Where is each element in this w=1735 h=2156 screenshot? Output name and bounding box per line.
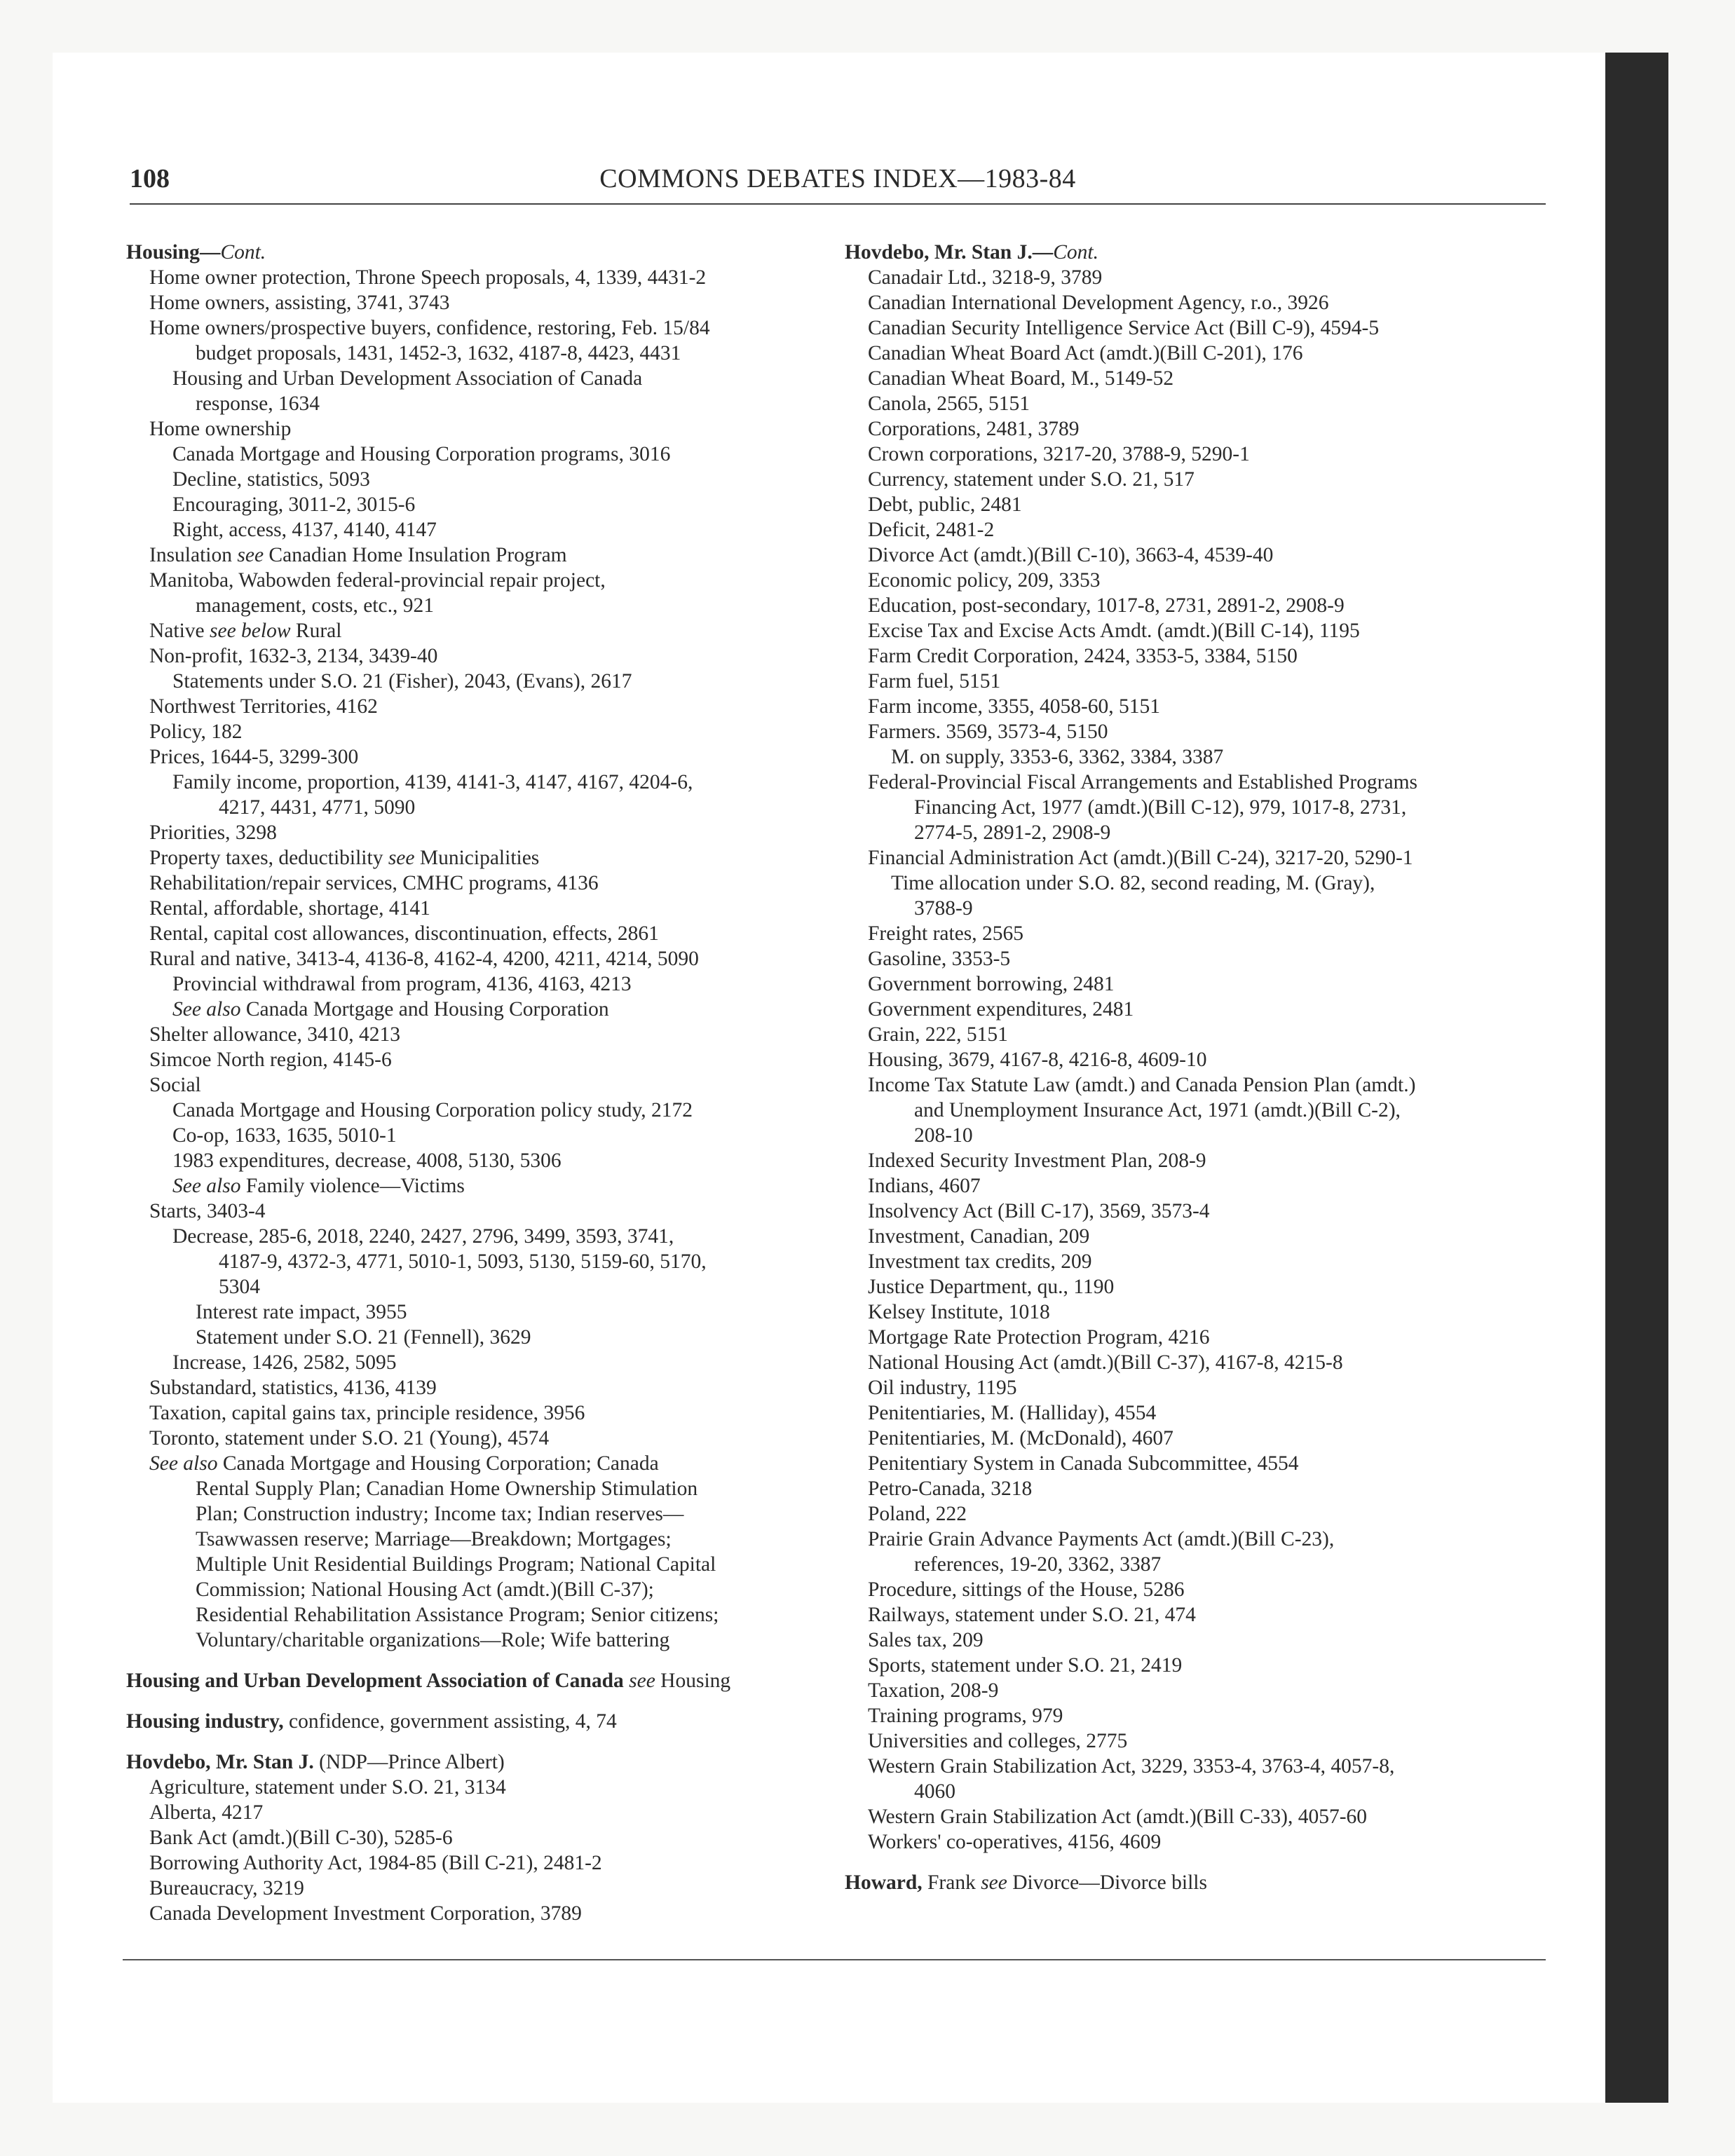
index-subentry-line [126,467,827,492]
entry-text: 2774-5, 2891-2, 2908-9 [914,821,1111,844]
index-subentry-line [845,1047,1553,1072]
page-header [130,163,1546,205]
index-subentry-line [126,845,827,871]
index-subentry-line [126,971,827,997]
index-subentry-line [126,1476,827,1501]
entry-text: 5304 [219,1276,260,1298]
index-subentry-line [845,971,1553,997]
entry-text: Substandard, statistics, 4136, 4139 [149,1377,437,1399]
continued-dash: — [199,241,221,264]
entry-text: Decrease, 285-6, 2018, 2240, 2427, 2796, 3499, 3593, 3741, [172,1225,674,1248]
entry-text: Justice Department, qu., 1190 [868,1276,1115,1298]
entry-text: Taxation, capital gains tax, principle residence, 3956 [149,1402,585,1424]
index-subentry-line [126,517,827,543]
entry-text: Rental, affordable, shortage, 4141 [149,897,430,920]
entry-text: Non-profit, 1632-3, 2134, 3439-40 [149,645,438,667]
index-subentry-line [126,744,827,770]
index-subentry-line [845,744,1553,770]
entry-text: Manitoba, Wabowden federal-provincial repair project, [149,569,606,592]
entry-text: Plan; Construction industry; Income tax; Indian reserves— [196,1503,684,1525]
index-subentry-line [845,1728,1553,1754]
index-subentry-line [126,568,827,593]
entry-text: Farmers. 3569, 3573-4, 5150 [868,721,1108,743]
entry-text: 3788-9 [914,897,973,920]
entry-text: Encouraging, 3011-2, 3015-6 [172,493,416,516]
index-subentry-line [126,1047,827,1072]
entry-text: Property taxes, deductibility [149,847,388,869]
entry-text: Right, access, 4137, 4140, 4147 [172,519,437,541]
entry-spacer [126,1653,827,1668]
entry-text: Income Tax Statute Law (amdt.) and Canada Pension Plan (amdt.) [868,1074,1416,1096]
index-subentry-line [845,1224,1553,1249]
entry-text: Training programs, 979 [868,1705,1063,1727]
index-subentry-line [126,315,827,341]
entry-text: Home owners, assisting, 3741, 3743 [149,292,450,314]
index-subentry-line [126,1901,827,1926]
index-subentry-line [845,1173,1553,1199]
entry-text: Farm Credit Corporation, 2424, 3353-5, 3384, 5150 [868,645,1298,667]
index-subentry-line [845,1577,1553,1602]
entry-text: Housing, 3679, 4167-8, 4216-8, 4609-10 [868,1049,1207,1071]
index-subentry-line [126,896,827,921]
index-subentry-line [126,1850,827,1876]
index-subentry-line [126,946,827,971]
entry-text: (NDP—Prince Albert) [313,1751,505,1773]
index-subentry-line [126,1123,827,1148]
index-subentry-line [845,1552,1553,1577]
entry-text: Shelter allowance, 3410, 4213 [149,1023,401,1046]
index-subentry-line [845,492,1553,517]
index-subentry-line [845,290,1553,315]
entry-text: Petro-Canada, 3218 [868,1478,1033,1500]
entry-text: Federal-Provincial Fiscal Arrangements and Established Programs [868,771,1418,793]
index-subentry-line [845,568,1553,593]
index-subentry-line [845,1426,1553,1451]
index-subentry-line [126,1224,827,1249]
headword: Hovdebo, Mr. Stan J. [845,241,1033,264]
index-subentry-line [126,492,827,517]
index-subentry-line [126,1022,827,1047]
index-subentry-line [845,1375,1553,1400]
entry-text: Home ownership [149,418,292,440]
entry-text: Bank Act (amdt.)(Bill C-30), 5285-6 [149,1827,453,1849]
entry-text: Oil industry, 1195 [868,1377,1017,1399]
index-subentry-line [845,1804,1553,1829]
cross-reference-marker: See also [172,998,241,1021]
index-subentry-line [845,1779,1553,1804]
index-subentry-line [845,618,1553,643]
index-subentry-line [845,265,1553,290]
entry-text: Mortgage Rate Protection Program, 4216 [868,1326,1210,1349]
index-subentry-line [845,315,1553,341]
entry-text: Financial Administration Act (amdt.)(Bill C-24), 3217-20, 5290-1 [868,847,1413,869]
entry-text: Statement under S.O. 21 (Fennell), 3629 [196,1326,531,1349]
entry-text: Insolvency Act (Bill C-17), 3569, 3573-4 [868,1200,1210,1222]
entry-text: Education, post-secondary, 1017-8, 2731, 2891-2, 2908-9 [868,594,1345,617]
index-subentry-line [845,770,1553,795]
index-subentry-line [845,1123,1553,1148]
entry-text: Freight rates, 2565 [868,922,1024,945]
index-subentry-line [845,1476,1553,1501]
entry-text: Penitentiaries, M. (Halliday), 4554 [868,1402,1157,1424]
entry-text: Farm income, 3355, 4058-60, 5151 [868,695,1161,718]
index-subentry-line [126,719,827,744]
index-subentry-line [126,997,827,1022]
entry-text: Railways, statement under S.O. 21, 474 [868,1604,1196,1626]
entry-text: Canola, 2565, 5151 [868,393,1030,415]
entry-text: Taxation, 208-9 [868,1679,999,1702]
entry-text: Voluntary/charitable organizations—Role; Wife battering [196,1629,670,1651]
entry-spacer [126,1734,827,1749]
index-subentry-line [126,265,827,290]
index-subentry-line [845,593,1553,618]
entry-text: Policy, 182 [149,721,243,743]
entry-text: Canadian Security Intelligence Service Act (Bill C-9), 4594-5 [868,317,1380,339]
index-subentry-line [126,543,827,568]
entry-text: Currency, statement under S.O. 21, 517 [868,468,1195,491]
entry-text: Tsawwassen reserve; Marriage—Breakdown; Mortgages; [196,1528,672,1550]
entry-text: 4187-9, 4372-3, 4771, 5010-1, 5093, 5130, 5159-60, 5170, [219,1250,707,1273]
index-subentry-line [845,795,1553,820]
index-subentry-line [126,1098,827,1123]
entry-text: response, 1634 [196,393,320,415]
entry-text: references, 19-20, 3362, 3387 [914,1553,1162,1576]
entry-text: Frank [922,1871,981,1894]
entry-text: Corporations, 2481, 3789 [868,418,1080,440]
entry-text: Social [149,1074,201,1096]
entry-text: Rental, capital cost allowances, discontinuation, effects, 2861 [149,922,659,945]
entry-text: Western Grain Stabilization Act, 3229, 3353-4, 3763-4, 4057-8, [868,1755,1395,1778]
scanner-edge-strip [1605,53,1668,2103]
entry-text: Universities and colleges, 2775 [868,1730,1128,1752]
index-subentry-line [126,1173,827,1199]
index-subentry-line [126,1501,827,1527]
entry-text: Municipalities [414,847,540,869]
entry-text: Canada Mortgage and Housing Corporation [240,998,609,1021]
entry-text: Canadian Wheat Board Act (amdt.)(Bill C-201), 176 [868,342,1303,364]
entry-spacer [845,1855,1553,1870]
index-subentry-line [845,997,1553,1022]
index-subentry-line [845,1400,1553,1426]
index-subentry-line [845,896,1553,921]
entry-text: Toronto, statement under S.O. 21 (Young), 4574 [149,1427,550,1449]
headword: Housing industry, [126,1710,284,1733]
entry-text: Canadian Wheat Board, M., 5149-52 [868,367,1174,390]
index-subentry-line [845,366,1553,391]
index-subentry-line [845,1148,1553,1173]
entry-text: Commission; National Housing Act (amdt.)(Bill C-37); [196,1578,654,1601]
running-title: COMMONS DEBATES INDEX—1983-84 [599,164,1076,193]
index-subentry-line [126,1775,827,1800]
entry-text: Investment tax credits, 209 [868,1250,1092,1273]
index-subentry-line [126,921,827,946]
entry-text: Statements under S.O. 21 (Fisher), 2043, (Evans), 2617 [172,670,632,692]
index-subentry-line [126,1375,827,1400]
entry-text: management, costs, etc., 921 [196,594,434,617]
entry-text: 1983 expenditures, decrease, 4008, 5130, 5306 [172,1149,562,1172]
index-subentry-line [126,341,827,366]
entry-text: Divorce Act (amdt.)(Bill C-10), 3663-4, 4539-40 [868,544,1274,566]
cross-reference-marker: see [981,1871,1007,1894]
index-subentry-line [126,643,827,669]
entry-text: Canada Development Investment Corporation, 3789 [149,1902,582,1925]
index-subentry-line [845,517,1553,543]
entry-text: Government borrowing, 2481 [868,973,1115,995]
entry-text: Indians, 4607 [868,1175,981,1197]
index-subentry-line [126,1148,827,1173]
index-subentry-line [126,366,827,391]
entry-text: 4060 [914,1780,955,1803]
entry-text: Rental Supply Plan; Canadian Home Ownership Stimulation [196,1478,698,1500]
entry-text: Workers' co-operatives, 4156, 4609 [868,1831,1162,1853]
index-subentry-line [126,795,827,820]
index-headword-line [126,1709,827,1734]
index-subentry-line [845,1527,1553,1552]
entry-text: Canadair Ltd., 3218-9, 3789 [868,266,1103,289]
index-column-right [845,240,1553,1895]
entry-text: 4217, 4431, 4771, 5090 [219,796,416,819]
index-subentry-line [126,290,827,315]
index-subentry-line [126,694,827,719]
index-subentry-line [845,694,1553,719]
footer-rule [123,1959,1546,1960]
entry-text: Canadian Home Insulation Program [264,544,567,566]
headword: Howard, [845,1871,923,1894]
cross-reference-marker: see [388,847,415,869]
entry-text: Gasoline, 3353-5 [868,948,1011,970]
entry-text: Housing and Urban Development Association of Canada [172,367,643,390]
entry-text: Canada Mortgage and Housing Corporation; Canada [217,1452,659,1475]
index-subentry-line [126,1400,827,1426]
entry-text: Sports, statement under S.O. 21, 2419 [868,1654,1183,1677]
entry-text: Rehabilitation/repair services, CMHC programs, 4136 [149,872,599,894]
entry-text: budget proposals, 1431, 1452-3, 1632, 4187-8, 4423, 4431 [196,342,681,364]
index-subentry-line [845,1325,1553,1350]
index-subentry-line [126,1249,827,1274]
entry-text: Northwest Territories, 4162 [149,695,378,718]
entry-text: Time allocation under S.O. 82, second reading, M. (Gray), [891,872,1375,894]
entry-text: Residential Rehabilitation Assistance Program; Senior citizens; [196,1604,719,1626]
index-subentry-line [845,1653,1553,1678]
index-subentry-line [126,1628,827,1653]
index-subentry-line [845,921,1553,946]
entry-text: Agriculture, statement under S.O. 21, 3134 [149,1776,506,1799]
index-subentry-line [845,1678,1553,1703]
page-number: 108 [130,164,170,193]
index-subentry-line [845,442,1553,467]
index-subentry-line [845,845,1553,871]
entry-text: Bureaucracy, 3219 [149,1877,304,1899]
entry-text: Native [149,620,210,642]
entry-text: Insulation [149,544,238,566]
index-subentry-line [126,820,827,845]
entry-text: Rural [290,620,342,642]
entry-text: Excise Tax and Excise Acts Amdt. (amdt.)(Bill C-14), 1195 [868,620,1360,642]
entry-text: Western Grain Stabilization Act (amdt.)(Bill C-33), 4057-60 [868,1806,1368,1828]
index-subentry-line [126,391,827,416]
index-subentry-line [126,1426,827,1451]
entry-text: confidence, government assisting, 4, 74 [283,1710,617,1733]
entry-text: Penitentiary System in Canada Subcommittee, 4554 [868,1452,1299,1475]
index-subentry-line [845,1274,1553,1299]
index-subentry-line [126,593,827,618]
entry-text: Priorities, 3298 [149,821,277,844]
index-subentry-line [845,1098,1553,1123]
index-subentry-line [126,1527,827,1552]
entry-text: Government expenditures, 2481 [868,998,1134,1021]
index-headword-line [126,240,827,265]
index-subentry-line [126,1199,827,1224]
entry-text: Grain, 222, 5151 [868,1023,1008,1046]
entry-text: Penitentiaries, M. (McDonald), 4607 [868,1427,1173,1449]
entry-text: Farm fuel, 5151 [868,670,1001,692]
entry-text: Investment, Canadian, 209 [868,1225,1090,1248]
headword: Housing [126,241,200,264]
index-subentry-line [126,1602,827,1628]
entry-text: Housing [655,1670,731,1692]
entry-text: Debt, public, 2481 [868,493,1022,516]
entry-text: Family income, proportion, 4139, 4141-3, 4147, 4167, 4204-6, [172,771,693,793]
index-subentry-line [126,770,827,795]
cross-reference-marker: See also [149,1452,218,1475]
index-subentry-line [845,1602,1553,1628]
index-subentry-line [845,1501,1553,1527]
entry-text: Home owner protection, Throne Speech proposals, 4, 1339, 4431-2 [149,266,707,289]
index-headword-line [845,240,1553,265]
entry-text: Financing Act, 1977 (amdt.)(Bill C-12), 979, 1017-8, 2731, [914,796,1407,819]
cross-reference-marker: see [237,544,264,566]
headword: Hovdebo, Mr. Stan J. [126,1751,314,1773]
index-subentry-line [845,669,1553,694]
continued-label: Cont. [1053,241,1098,264]
cross-reference-marker: see [629,1670,655,1692]
index-subentry-line [845,1350,1553,1375]
index-subentry-line [845,820,1553,845]
index-subentry-line [126,442,827,467]
index-subentry-line [845,1072,1553,1098]
index-column-left [126,240,827,1926]
index-subentry-line [126,1800,827,1825]
entry-text: Increase, 1426, 2582, 5095 [172,1351,397,1374]
entry-text: Home owners/prospective buyers, confidence, restoring, Feb. 15/84 [149,317,710,339]
entry-spacer [126,1693,827,1709]
index-headword-line [845,1870,1553,1895]
entry-text: Procedure, sittings of the House, 5286 [868,1578,1185,1601]
index-subentry-line [845,416,1553,442]
entry-text: Prairie Grain Advance Payments Act (amdt.)(Bill C-23), [868,1528,1335,1550]
continued-label: Cont. [220,241,266,264]
headword: Housing and Urban Development Association of Canada [126,1670,624,1692]
entry-text: Decline, statistics, 5093 [172,468,370,491]
index-headword-line [126,1749,827,1775]
entry-text: M. on supply, 3353-6, 3362, 3384, 3387 [891,746,1224,768]
header-rule [130,203,1546,205]
entry-text: Canada Mortgage and Housing Corporation programs, 3016 [172,443,671,465]
continued-dash: — [1032,241,1054,264]
index-subentry-line [126,1325,827,1350]
index-subentry-line [845,543,1553,568]
entry-text: Family violence—Victims [240,1175,465,1197]
entry-text: Alberta, 4217 [149,1801,264,1824]
entry-text: Interest rate impact, 3955 [196,1301,407,1323]
entry-text: Kelsey Institute, 1018 [868,1301,1050,1323]
index-subentry-line [126,1072,827,1098]
entry-text: 208-10 [914,1124,973,1147]
index-subentry-line [126,618,827,643]
index-subentry-line [126,669,827,694]
index-subentry-line [845,1451,1553,1476]
index-subentry-line [126,1552,827,1577]
index-subentry-line [845,1829,1553,1855]
index-subentry-line [845,341,1553,366]
entry-text: Simcoe North region, 4145-6 [149,1049,392,1071]
index-subentry-line [126,1825,827,1850]
index-subentry-line [845,1299,1553,1325]
index-subentry-line [845,719,1553,744]
entry-text: Starts, 3403-4 [149,1200,266,1222]
index-subentry-line [845,643,1553,669]
entry-text: Prices, 1644-5, 3299-300 [149,746,359,768]
index-subentry-line [126,1274,827,1299]
index-subentry-line [126,871,827,896]
index-subentry-line [126,1350,827,1375]
index-subentry-line [126,1299,827,1325]
entry-text: and Unemployment Insurance Act, 1971 (amdt.)(Bill C-2), [914,1099,1401,1121]
index-subentry-line [845,467,1553,492]
index-headword-line [126,1668,827,1693]
entry-text: Canada Mortgage and Housing Corporation policy study, 2172 [172,1099,693,1121]
entry-text: Canadian International Development Agency, r.o., 3926 [868,292,1329,314]
entry-text: Divorce—Divorce bills [1007,1871,1207,1894]
cross-reference-marker: see below [210,620,291,642]
index-subentry-line [845,946,1553,971]
index-subentry-line [845,871,1553,896]
entry-text: Multiple Unit Residential Buildings Program; National Capital [196,1553,716,1576]
index-subentry-line [845,1199,1553,1224]
entry-text: Crown corporations, 3217-20, 3788-9, 5290-1 [868,443,1250,465]
index-subentry-line [845,391,1553,416]
index-subentry-line [126,416,827,442]
index-subentry-line [845,1754,1553,1779]
entry-text: Provincial withdrawal from program, 4136, 4163, 4213 [172,973,632,995]
index-subentry-line [126,1451,827,1476]
index-subentry-line [126,1577,827,1602]
index-subentry-line [845,1022,1553,1047]
entry-text: Borrowing Authority Act, 1984-85 (Bill C-21), 2481-2 [149,1852,602,1874]
entry-text: Deficit, 2481-2 [868,519,995,541]
index-subentry-line [845,1628,1553,1653]
entry-text: National Housing Act (amdt.)(Bill C-37), 4167-8, 4215-8 [868,1351,1343,1374]
entry-text: Poland, 222 [868,1503,967,1525]
index-subentry-line [845,1703,1553,1728]
cross-reference-marker: See also [172,1175,241,1197]
entry-text: Economic policy, 209, 3353 [868,569,1101,592]
entry-text: Indexed Security Investment Plan, 208-9 [868,1149,1206,1172]
index-subentry-line [126,1876,827,1901]
entry-text: Rural and native, 3413-4, 4136-8, 4162-4, 4200, 4211, 4214, 5090 [149,948,699,970]
entry-text: Co-op, 1633, 1635, 5010-1 [172,1124,397,1147]
entry-text: Sales tax, 209 [868,1629,984,1651]
index-subentry-line [845,1249,1553,1274]
